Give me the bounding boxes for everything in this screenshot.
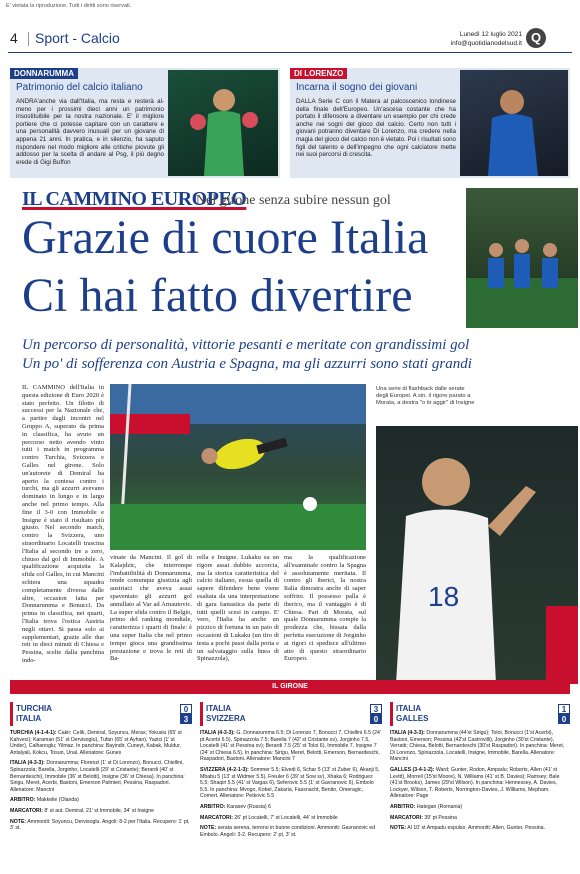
newspaper-logo: Q xyxy=(526,28,546,48)
article-column-3: rella e Insigne. Lukaku su un rigore assai dubbio accorcia, ma la storica caratteristica del calcio italiano, essua quella di sapere difendere bene viene esaltata da una interpretazione di gara fantastica da parte di tutti quelli scesi in campo. E' vero, l'Italia ha anche un pizzico di fortuna in un paio di occasioni di Lukaku (un tiro di testa a pochi passi dalla porta e un salvataggio sulla linea di Spinazzola), xyxy=(197,554,279,663)
kicker-subtitle: Nel girone senza subire nessun gol xyxy=(196,193,391,208)
copyright-notice: E' vietata la riproduzione. Tutti i diritti sono riservati. xyxy=(6,3,132,9)
notes: NOTE: serata serena, terreno in buone condizioni. Ammoniti: Gavranovic ed Embolo. Angoli: 3-2. Recupero: 2' pt, 3' st. xyxy=(200,825,376,838)
girone-header: IL GIRONE xyxy=(10,680,570,694)
lineup-away: SVIZZERA (4-2-1-3): Sommer 5.5; Elvedi 6, Schar 5 (13' st Zuber 6), Akanji 5, Mbabu 5 (13' st Widmer 5.5), Freuler 6 (39' st Sow sv), Xhaka 6; Rodriguez 5.5; Shaqiri 5.5 (41' st Vargas 6), Seferovic 5.5 (1' st Gavranovic 6), Embolo 5.5. In panchina: Mvogo, Kobel, Zakaria, Fassnacht, Benito, Omeragic, Comert. Allenatore: Petkovic 5.5 xyxy=(200,766,380,800)
di-lorenzo-title: Incarna il sogno dei giovani xyxy=(296,82,418,93)
page-number: 4 xyxy=(10,30,18,46)
headline-line1: Grazie di cuore Italia xyxy=(22,211,429,264)
goalkeeper-illustration xyxy=(168,70,278,176)
match-italia-galles xyxy=(390,702,570,832)
goalkeeper-save-illustration xyxy=(110,384,366,550)
player-illustration xyxy=(460,70,568,176)
away-team: GALLES xyxy=(396,714,429,723)
insigne-photo xyxy=(376,426,578,684)
notes: NOTE: Ammoniti: Soyuncu, Dervisoglu. Angoli: 8-2 per l'Italia. Recupero: 1' pt, 3' st. xyxy=(10,818,190,832)
di-lorenzo-photo xyxy=(460,70,568,176)
donnarumma-photo xyxy=(168,70,278,176)
lineup-away: GALLES (3-4-1-2): Ward; Gunter, Rodon, Ampadu; Roberts, Allen (41' st Levitt), Morrell (15'st Moore), N. Williams (41' st B. Davies); Ramsey; Bale (41'st Brooks), James (29'st Wilson). In panchina: Hennessey, A. Davies, Lockyer, Wilson, T. Roberts, Norrington-Davies, J. Williams, Mepham. Allenatore: Page xyxy=(390,766,560,800)
di-lorenzo-tag: DI LORENZO xyxy=(290,68,347,79)
di-lorenzo-text: DALLA Serie C con il Matera al palcoscenico londinese della finale dell'Europeo. Un'ascesa costante che ha portato il difensore a diventare un esempio per chi crede anche nei sogni del gioco del calcio. Certo non tutti i giovani potranno diventare Di Lorenzo, ma credere nella magia del gioco del calcio non è vietato. Poi i risultati sono figli del talento e dell'impegno che ogni calciatore mette nei suoi percorsi di crescita. xyxy=(296,98,456,159)
article-column-4: ma la qualificazione all'esaminafe contro la Spagna è assolutamente meritata. Il contro gli iberici, la nostra Italia dimostra anche di saper soffrire. Il possesso palla è iberico, ma il vantaggio è di Chiesa. Pari di Morata, sul quale Donnarumma compie la prodezza che, bissata dalla perfetta esecuzione di Jorginho ai rigori ci spedisce all'ultimo atto di questo straordinario Europeo. xyxy=(284,554,366,663)
section-title: Sport - Calcio xyxy=(35,30,120,46)
header-rule xyxy=(8,52,572,53)
away-score: 3 xyxy=(180,714,192,724)
photo-caption: Una serie di flashback dalle serate degli Europei. A sin. il rigore parato a Morata, a destra "o tir aggir" di Insigne xyxy=(376,386,475,406)
match-header xyxy=(200,702,382,726)
away-team: ITALIA xyxy=(16,714,42,723)
celebration-photo xyxy=(466,188,578,328)
match-turchia-italia xyxy=(10,702,192,832)
player-shot-illustration xyxy=(376,426,578,684)
home-team: ITALIA xyxy=(206,704,232,713)
away-team: SVIZZERA xyxy=(206,714,246,723)
notes: NOTE: Al 10' st Ampadu espulso. Ammoniti: Allen, Gunter, Pessina. xyxy=(390,825,545,832)
penalty-save-photo xyxy=(110,384,366,550)
home-team: TURCHIA xyxy=(16,704,52,713)
subhead-line1: Un percorso di personalità, vittorie pesanti e meritate con grandissimi gol xyxy=(22,337,470,353)
article-column-2: vinate da Mancini. Il gol di Kalajdzic, che interrompe l'imbattibilità di Donnarumma, rende comunque giustizia agli austriaci che aveva assai spaventato gli azzurri gol annullato al Var ad Arnautovic. La super sfida contro il Belgio, primo del ranking mondiale, caratterizza i quarti di finale: è una super Italia che nel primo tempo gioca una grandissima prestazione e trova le reti di Ba- xyxy=(110,554,192,663)
svg-text:18: 18 xyxy=(428,581,460,612)
scorers: MARCATORI: 26' pt Locatelli, 7' st Locatelli, 44' st Immobile xyxy=(200,814,338,821)
referee: ARBITRO: Karasev (Russia) 6 xyxy=(200,803,271,810)
away-score: 0 xyxy=(370,714,382,724)
referee: ARBITRO: Hategan (Romania) xyxy=(390,803,463,810)
headline-line2: Ci hai fatto divertire xyxy=(22,269,413,322)
header-email: info@quotidianodelsud.it xyxy=(450,40,522,47)
lineup-home: TURCHIA (4-1-4-1): Cakir; Celik, Demiral, Soyuncu, Meras; Yokuslu (65' st Kahveci); Karaman (51' st Dervisoglu), Tufan (65' st Ayhan), Yazici (1' st Under), Calhanoglu; Yilmaz. In panchina: Bayindir, Cuneyt, Kabak, Muldur, Antalyali, Kokcu, Tosun, Unal. Allenatore: Gunes xyxy=(10,730,182,756)
team-celebration-illustration xyxy=(466,188,578,328)
referee: ARBITRO: Makkelie (Olanda) xyxy=(10,797,79,804)
match-header xyxy=(390,702,570,726)
lineup-home: ITALIA (4-3-3): Donnarumma (44'st Sirigu); Toloi, Bonucci (1'st Acerbi), Bastoni, Emerson; Pessina (42'st Castrovilli), Jorginho (30'st Cristante), Verratti; Chiesa, Belotti, Bernardeschi (30'st Raspadori). In panchina: Meret, Di Lorenzo, Spinazzola, Locatelli, Insigne, Immobile, Barella. Allenatore: Mancini xyxy=(390,730,565,763)
header-date: Lunedì 12 luglio 2021 xyxy=(459,31,522,38)
donnarumma-box xyxy=(10,68,280,178)
away-score: 0 xyxy=(558,714,570,724)
donnarumma-title: Patrimonio del calcio italiano xyxy=(16,82,143,93)
donnarumma-text: ANDRA'anche via dall'Italia, ma resta e resterà al-meno per i prossimi dieci anni un patrimonio insostituibile per la nostra nazionale. E' il migliore portiere che ci potesse capitare con un carattere e una personalità davvero inusuali per un giovane di appena 21 anni. In pratica, e in silenzio, ha saputo rispondere nel modo migliore alle critiche piovute gli addosso per la scelta di andare al Psg, il più degno erede di Gigi Buffon xyxy=(16,98,164,166)
lineup-home: ITALIA (4-3-3): G. Donnarumma 6.5; Di Lorenzo 7, Bonucci 7, Chiellini 6.5 (24' pt Acerbi 6.5), Spinazzola 7.5; Barella 7 (42' st Cristante sv), Jorginho 7.5, Locatelli (41' st Pessina sv); Berardi 7.5 (25' st Toloi 6), Immobile 7, Insigne 7 (24' st Chiesa 6.5). In panchina: Sirigu, Meret, Belotti, Emerson, Bernardeschi, Raspadori, Bastoni. Allenatore: Mancini 7 xyxy=(200,730,381,763)
kicker: IL CAMMINO EUROPEO xyxy=(22,188,247,210)
home-score: 0 xyxy=(180,704,192,714)
scorers: MARCATORI: 8' st aut. Demiral, 21' st Immobile, 34' st Insigne xyxy=(10,807,155,814)
donnarumma-tag: DONNARUMMA xyxy=(10,68,78,79)
di-lorenzo-box xyxy=(290,68,570,178)
match-header xyxy=(10,702,192,726)
header-divider xyxy=(28,32,29,46)
lineup-away: ITALIA (4-3-3): Donnarumma; Florenzi (1' st Di Lorenzo), Bonucci, Chiellini, Spinazzola; Barella, Jorginho, Locatelli (29' st Cristante); Berardi (40' st Bernardeschi), Immobile (36' st Belotti), Insigne (36' st Chiesa). In panchina: Sirigu, Meret, Acerbi, Bastoni, Emerson Palmieri, Pessina, Raspadori. Allenatore: Mancini xyxy=(10,760,185,793)
subhead-line2: Un po' di sofferenza con Austria e Spagna, ma gli azzurri sono stati grandi xyxy=(22,356,472,372)
scorers: MARCATORI: 39' pt Pessina xyxy=(390,814,457,821)
home-score: 1 xyxy=(558,704,570,714)
match-italia-svizzera xyxy=(200,702,382,838)
article-column-1: IL CAMMINO dell'Italia in questa edizione di Euro 2020 è stato perfetto. Un filotto di successi per la Nazionale che, a partire dagli incontri nel Gruppo A, superato da prima in classifica, ha avuto un percorso netto avendo vinto tutti i match in programma contro Turchia, Svizzera e Galles nel girone. Solo un'autorete di Demiral ha aperto la contesa contro i turchi, ma gli azzurri avevano dominato in lungo e in largo anche nel primo tempo. Alla fine il 3-0 con Immobile e Insigne è stato il risultato più giusto. Nel secondo match, contro la Svizzera, uno straordinario Locatelli trascina l'Italia al secondo tre a zero, chiuso dal gol di Immobile. A qualificazione acquisita la sfida col Galles, in cui Mancini schiera una squadra completamente diversa dalle altre, occasion fatta per Donnarumma e Bonucci. Da prima in classifica, nei quarti, l'Italia trova l'ostica Austria negli ottavi. Si passa solo ai supplementari, grazie alle due reti in dieci minuti di Chiesa e Pessina, scelte dalla panchina indo- xyxy=(22,384,104,664)
home-score: 3 xyxy=(370,704,382,714)
home-team: ITALIA xyxy=(396,704,422,713)
